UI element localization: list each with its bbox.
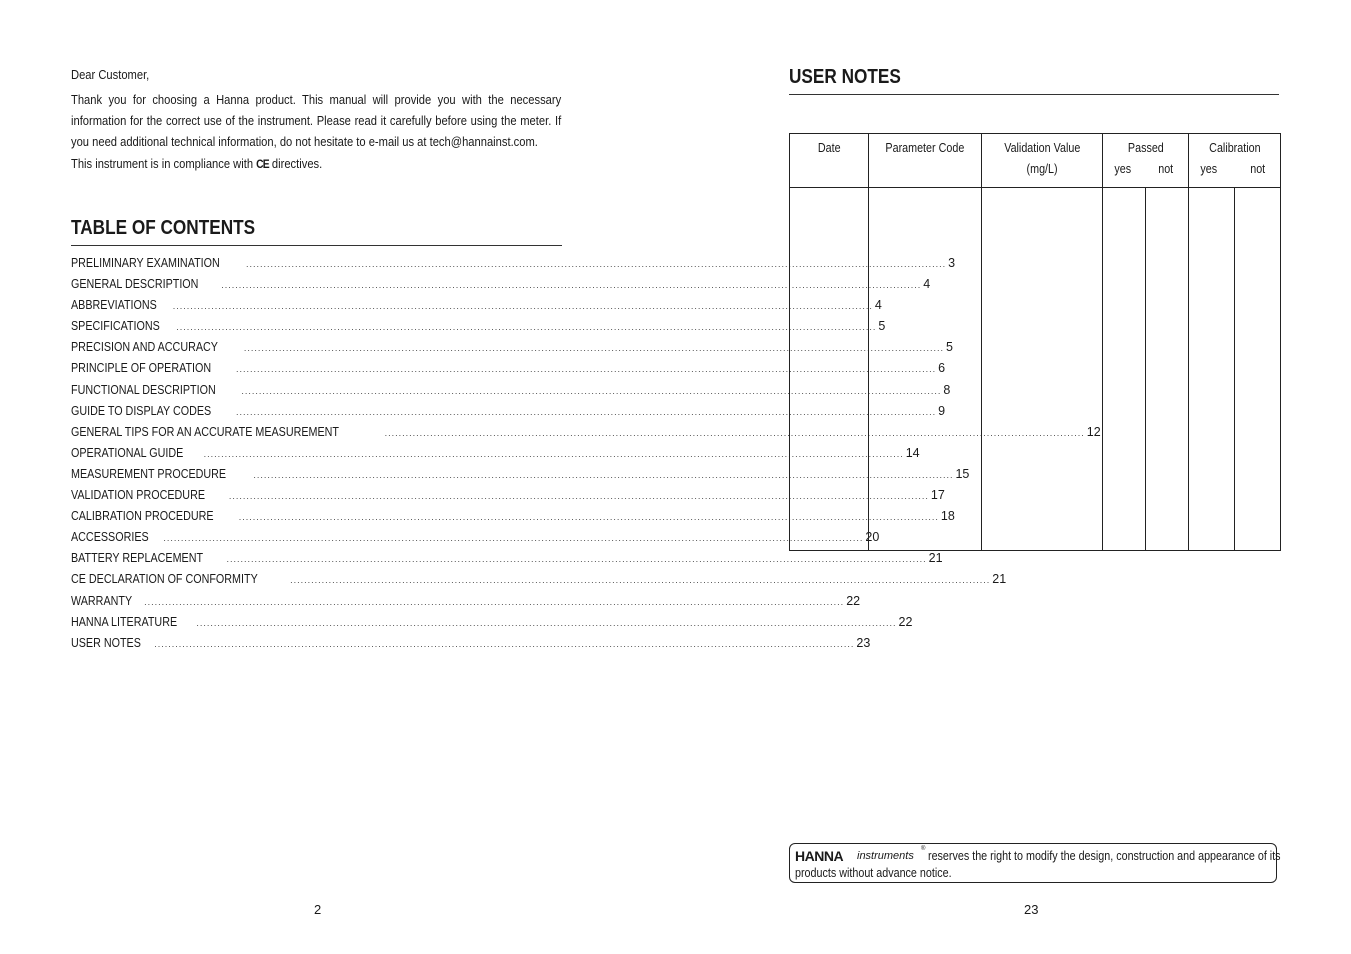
toc-entry xyxy=(71,298,882,319)
cell-parameter-code xyxy=(869,188,982,551)
toc-entry-page: 14 xyxy=(905,445,920,460)
toc-entry-label: GUIDE TO DISPLAY CODES xyxy=(71,403,212,418)
toc-divider xyxy=(71,245,562,246)
page-number-right: 23 xyxy=(1024,902,1039,917)
toc-entry-label: VALIDATION PROCEDURE xyxy=(71,488,205,503)
page-number-left: 2 xyxy=(314,902,322,917)
toc-entry xyxy=(71,530,880,551)
cell-passed-yes xyxy=(1103,188,1146,551)
toc-entry xyxy=(71,509,955,530)
header-calibration: Calibration yes not xyxy=(1189,134,1281,188)
hanna-logo: HANNA xyxy=(795,848,844,864)
toc-entry-label: CE DECLARATION OF CONFORMITY xyxy=(71,572,258,587)
user-notes-divider xyxy=(789,94,1279,95)
header-validation-value: Validation Value (mg/L) xyxy=(982,134,1103,188)
toc-leader-dots: ........................................................................................................................................................................................................ xyxy=(241,385,942,396)
user-notes-table xyxy=(789,133,1281,551)
compliance-suffix: directives. xyxy=(271,156,323,171)
toc-leader-dots: ........................................................................................................................................................................................................ xyxy=(226,554,927,565)
toc-entry xyxy=(71,382,951,404)
toc-entry-label: PRECISION AND ACCURACY xyxy=(71,340,218,355)
calibration-not: not xyxy=(1249,162,1265,176)
toc-entry-page: 3 xyxy=(948,256,956,270)
toc-leader-dots: ........................................................................................................................................................................................................ xyxy=(243,343,944,354)
toc-entry-page: 6 xyxy=(938,361,946,376)
toc-entry xyxy=(71,424,1101,446)
toc-leader-dots: ........................................................................................................................................................................................................ xyxy=(245,259,947,269)
validation-unit: (mg/L) xyxy=(1026,162,1058,176)
hanna-logo-sub: instruments xyxy=(857,850,914,862)
toc-entry-page: 12 xyxy=(1086,424,1101,439)
toc-entry xyxy=(71,403,946,425)
toc-entry-page: 15 xyxy=(955,466,970,481)
toc-entry-page: 21 xyxy=(928,551,943,566)
calibration-yes: yes xyxy=(1200,162,1218,176)
toc-leader-dots: ........................................................................................................................................................................................................ xyxy=(221,280,922,291)
footer-notice-line2: products without advance notice. xyxy=(795,866,952,880)
toc-entry-page: 8 xyxy=(943,382,951,397)
toc-entry-page: 9 xyxy=(938,403,946,418)
toc-entry xyxy=(71,361,946,382)
toc-entry-label: OPERATIONAL GUIDE xyxy=(71,445,184,460)
cell-validation-value xyxy=(982,188,1103,551)
toc-entry-label: WARRANTY xyxy=(71,593,133,608)
toc-entry-page: 4 xyxy=(923,277,931,292)
ce-mark-icon: CE xyxy=(256,157,269,171)
toc-entry-label: MEASUREMENT PROCEDURE xyxy=(71,466,227,481)
toc-entry-label: CALIBRATION PROCEDURE xyxy=(71,509,214,524)
toc-entry-label: USER NOTES xyxy=(71,635,141,650)
toc-entry xyxy=(71,277,931,298)
toc-entry xyxy=(71,551,943,572)
toc-leader-dots: ........................................................................................................................................................................................................ xyxy=(176,322,877,333)
greeting: Dear Customer, xyxy=(71,67,150,82)
cell-passed-not xyxy=(1146,188,1189,551)
cell-calibration-yes xyxy=(1189,188,1235,551)
intro-paragraph: Thank you for choosing a Hanna product. This manual will provide you with the necessary information for the correct use of the instrument. Please read it carefully before using the meter. If you need additional technical information, do not hesitate to e-mail us at tech@hannainst.com. xyxy=(71,92,562,149)
toc-leader-dots: ........................................................................................................................................................................................................ xyxy=(196,617,897,628)
toc-entry xyxy=(71,488,945,509)
toc-entry-page: 22 xyxy=(898,614,913,629)
registered-mark: ® xyxy=(921,846,926,852)
toc-leader-dots: ........................................................................................................................................................................................................ xyxy=(144,596,845,607)
header-date: Date xyxy=(790,134,869,188)
toc-entry-label: PRINCIPLE OF OPERATION xyxy=(71,361,212,376)
toc-entry xyxy=(71,319,886,340)
toc-entry xyxy=(71,614,913,636)
toc-entry-label: GENERAL DESCRIPTION xyxy=(71,277,199,292)
toc-leader-dots: ........................................................................................................................................................................................................ xyxy=(253,469,954,480)
toc-entry-page: 20 xyxy=(865,530,880,545)
toc-title: TABLE OF CONTENTS xyxy=(71,217,256,239)
cell-date xyxy=(790,188,869,551)
toc-entry-page: 4 xyxy=(874,298,882,313)
toc-leader-dots: ........................................................................................................................................................................................................ xyxy=(228,491,929,502)
user-notes-title: USER NOTES xyxy=(789,66,901,88)
toc-leader-dots: ........................................................................................................................................................................................................ xyxy=(203,448,904,459)
toc-leader-dots: ........................................................................................................................................................................................................ xyxy=(163,533,864,544)
toc-entry xyxy=(71,635,871,657)
toc-leader-dots: ........................................................................................................................................................................................................ xyxy=(172,301,873,312)
toc-entry xyxy=(71,445,920,467)
toc-entry-label: PRELIMINARY EXAMINATION xyxy=(71,256,220,270)
header-passed: Passed yes not xyxy=(1103,134,1189,188)
cell-calibration-not xyxy=(1235,188,1281,551)
toc-entry xyxy=(71,466,970,488)
toc-leader-dots: ........................................................................................................................................................................................................ xyxy=(238,512,939,523)
passed-yes: yes xyxy=(1114,162,1132,176)
toc-entry xyxy=(71,340,953,361)
passed-not: not xyxy=(1157,162,1173,176)
toc-entry-page: 5 xyxy=(945,340,953,355)
header-parameter-code: Parameter Code xyxy=(869,134,982,188)
toc-leader-dots: ........................................................................................................................................................................................................ xyxy=(290,575,991,586)
toc-entry-page: 17 xyxy=(930,488,945,503)
toc-entry xyxy=(71,593,861,615)
toc-entry-label: SPECIFICATIONS xyxy=(71,319,160,334)
toc-entry-label: GENERAL TIPS FOR AN ACCURATE MEASUREMENT xyxy=(71,424,340,439)
toc-entry-label: ACCESSORIES xyxy=(71,530,149,545)
toc-leader-dots: ........................................................................................................................................................................................................ xyxy=(236,406,937,417)
toc-entry xyxy=(71,572,1007,593)
compliance-prefix: This instrument is in compliance with xyxy=(71,156,254,171)
toc-entry-label: HANNA LITERATURE xyxy=(71,614,178,629)
footer-notice-line1: reserves the right to modify the design, construction and appearance of its xyxy=(928,849,1281,863)
toc-entry-label: FUNCTIONAL DESCRIPTION xyxy=(71,382,216,397)
compliance-line xyxy=(71,156,322,171)
toc-entry-page: 21 xyxy=(992,572,1007,587)
toc-entry-page: 23 xyxy=(856,635,871,650)
toc-entry-page: 22 xyxy=(846,593,861,608)
table-of-contents xyxy=(71,256,1101,657)
toc-entry-page: 18 xyxy=(940,509,955,524)
toc-entry xyxy=(71,256,956,277)
toc-leader-dots: ........................................................................................................................................................................................................ xyxy=(384,427,1085,438)
toc-leader-dots: ........................................................................................................................................................................................................ xyxy=(236,364,937,375)
toc-entry-label: ABBREVIATIONS xyxy=(71,298,157,313)
toc-leader-dots: ........................................................................................................................................................................................................ xyxy=(154,638,855,649)
toc-entry-page: 5 xyxy=(878,319,886,334)
toc-entry-label: BATTERY REPLACEMENT xyxy=(71,551,204,566)
